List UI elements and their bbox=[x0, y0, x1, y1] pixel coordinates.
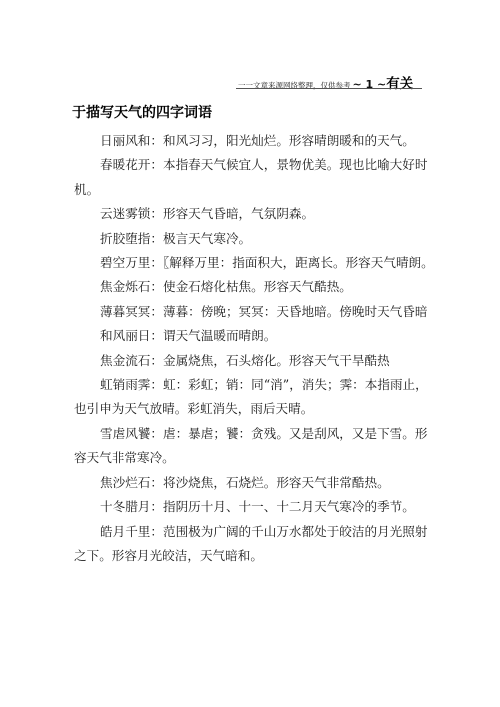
entry-paragraph: 云迷雾锁：形容天气昏暗，气氛阴森。 bbox=[100, 206, 315, 222]
entry-paragraph: 焦金烁石：使金石熔化枯焦。形容天气酷热。 bbox=[100, 279, 352, 295]
page-number: ~ 1 ~ bbox=[352, 78, 387, 91]
entry-paragraph: 春暖花开：本指春天气候宜人，景物优美。现也比喻大好时机。 bbox=[74, 157, 428, 197]
page-header bbox=[238, 76, 438, 93]
entry-paragraph: 雪虐风饕：虐：暴虐；饕：贪残。又是刮风，又是下雪。形容天气非常寒冷。 bbox=[74, 425, 428, 466]
entry-paragraph: 十冬腊月：指阴历十月、十一、十二月天气寒冷的季节。 bbox=[100, 499, 415, 515]
entry-paragraph: 和风丽日：谓天气温暖而晴朗。 bbox=[100, 328, 277, 344]
entry-paragraph: 日丽风和：和风习习，阳光灿烂。形容晴朗暖和的天气。 bbox=[100, 133, 415, 148]
source-note: 一一文章来源网络整理，仅供参考 bbox=[238, 81, 351, 90]
entry-paragraph: 虹销雨霁：虹：彩虹；销：同“消”，消失；霁：本指雨止，也引申为天气放晴。彩虹消失，雨后天晴。 bbox=[74, 377, 428, 417]
entry-list bbox=[74, 129, 434, 568]
title-prefix: 有关 bbox=[386, 76, 414, 92]
entry-paragraph: 薄暮冥冥：薄暮：傍晚；冥冥：天昏地暗。傍晚时天气昏暗 bbox=[100, 303, 428, 319]
entry-paragraph: 皓月千里：范围极为广阔的千山万水都处于皎洁的月光照射之下。形容月光皎洁，天气暗和。 bbox=[74, 523, 428, 563]
entry-paragraph: 碧空万里：〖解释万里：指面积大，距离长。形容天气晴朗。 bbox=[100, 255, 434, 271]
entry-paragraph: 焦沙烂石：将沙烧焦，石烧烂。形容天气非常酷热。 bbox=[100, 474, 390, 490]
entry-paragraph: 焦金流石：金属烧焦，石头熔化。形容天气干旱酷热 bbox=[100, 352, 390, 368]
document-title: 于描写天气的四字词语 bbox=[72, 105, 212, 121]
header-divider bbox=[236, 88, 422, 89]
entry-paragraph: 折胶堕指：极言天气寒冷。 bbox=[100, 230, 252, 246]
